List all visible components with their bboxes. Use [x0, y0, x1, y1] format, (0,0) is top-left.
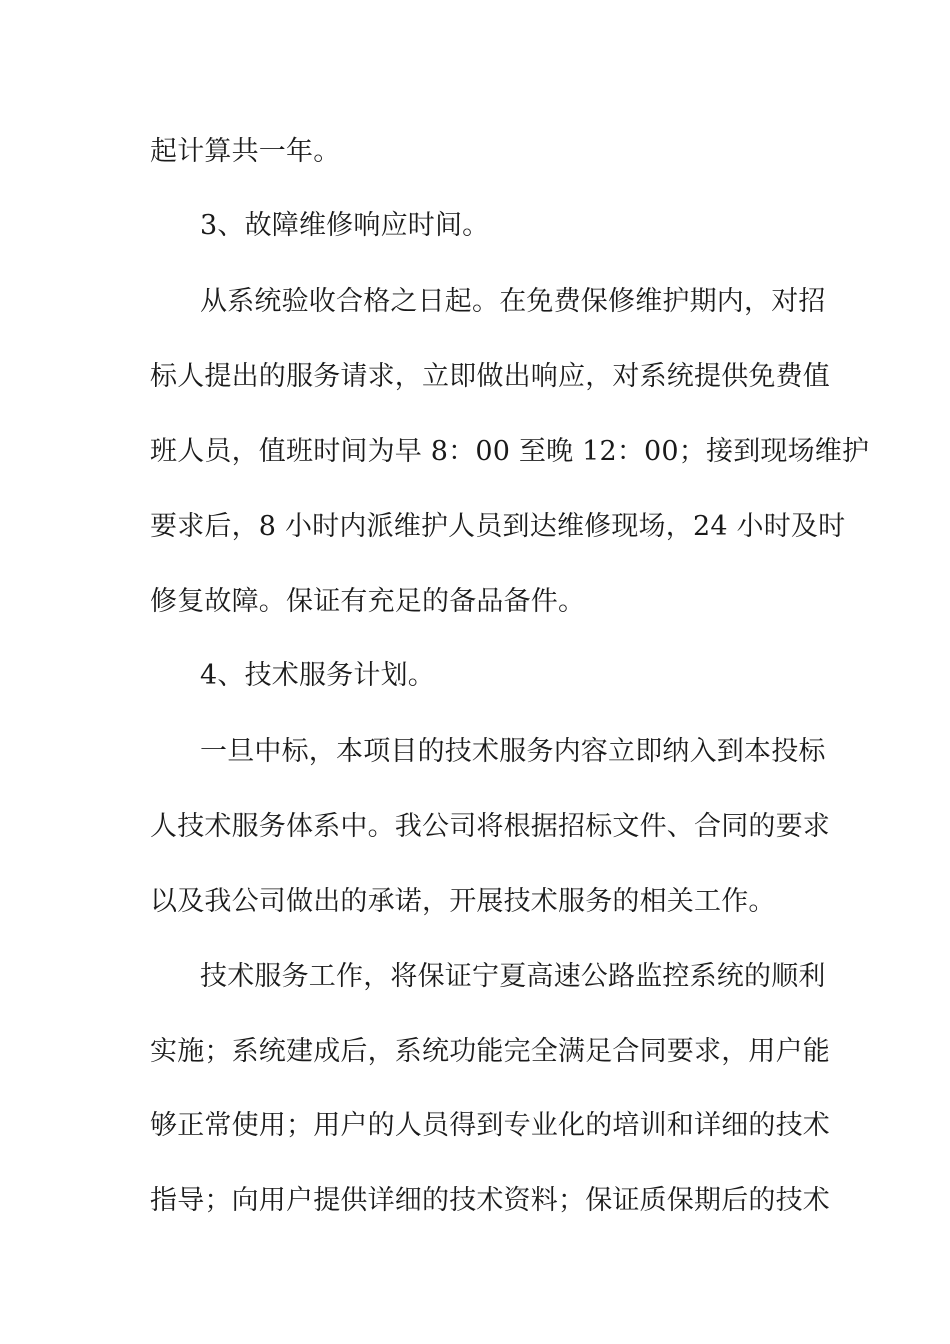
- paragraph-line: 技术服务工作，将保证宁夏高速公路监控系统的顺利: [200, 961, 826, 992]
- paragraph-line: 要求后，8 小时内派维护人员到达维修现场，24 小时及时: [150, 511, 846, 542]
- paragraph-line: 标人提出的服务请求，立即做出响应，对系统提供免费值: [150, 361, 830, 392]
- section-heading-4: 4、技术服务计划。: [200, 660, 435, 691]
- section-heading-3: 3、故障维修响应时间。: [200, 210, 490, 241]
- paragraph-line: 以及我公司做出的承诺，开展技术服务的相关工作。: [150, 886, 776, 917]
- paragraph-line: 实施；系统建成后，系统功能完全满足合同要求，用户能: [150, 1036, 830, 1067]
- paragraph-line: 从系统验收合格之日起。在免费保修维护期内，对招: [200, 286, 826, 317]
- paragraph-line-continuation: 起计算共一年。: [150, 136, 341, 167]
- paragraph-line: 够正常使用；用户的人员得到专业化的培训和详细的技术: [150, 1110, 830, 1141]
- paragraph-line: 一旦中标，本项目的技术服务内容立即纳入到本投标: [200, 736, 826, 767]
- paragraph-line: 班人员，值班时间为早 8：00 至晚 12：00；接到现场维护: [150, 436, 870, 467]
- paragraph-line: 人技术服务体系中。我公司将根据招标文件、合同的要求: [150, 811, 830, 842]
- paragraph-line: 修复故障。保证有充足的备品备件。: [150, 586, 586, 617]
- paragraph-line: 指导；向用户提供详细的技术资料；保证质保期后的技术: [150, 1185, 830, 1216]
